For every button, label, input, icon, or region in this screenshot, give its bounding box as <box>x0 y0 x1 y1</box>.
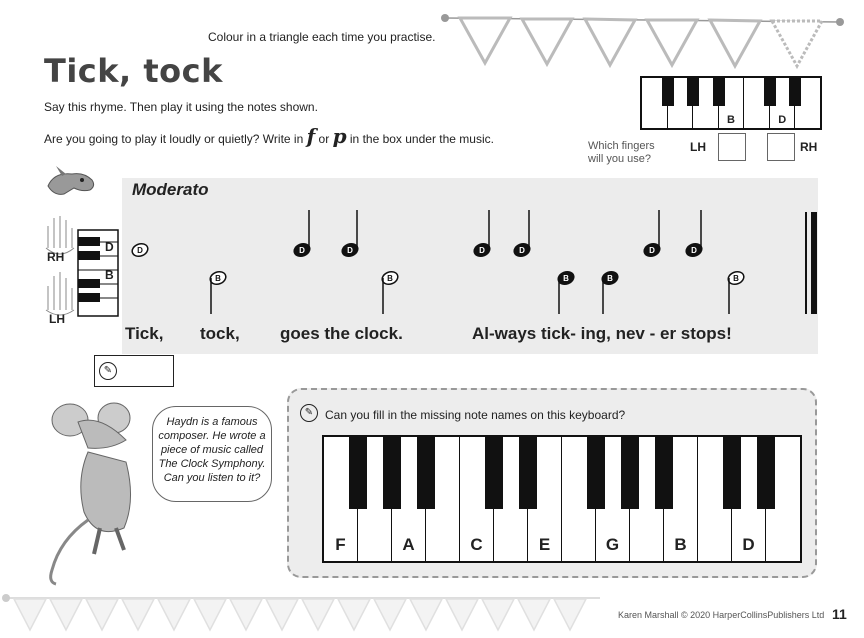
svg-text:D: D <box>649 246 655 255</box>
black-key[interactable] <box>757 437 775 509</box>
pencil-icon: ✎ <box>300 404 318 422</box>
svg-text:D: D <box>347 246 353 255</box>
note-d <box>292 210 311 258</box>
black-key[interactable] <box>587 437 605 509</box>
bunting-triangle <box>374 599 406 630</box>
bunting-triangle <box>522 19 572 64</box>
black-key[interactable] <box>723 437 741 509</box>
note-b <box>556 270 575 314</box>
lyric-goes-the-clock: goes the clock. <box>280 324 403 343</box>
note-d <box>642 210 661 258</box>
svg-text:B: B <box>607 274 613 283</box>
tempo-marking: Moderato <box>132 180 209 199</box>
note-d <box>340 210 359 258</box>
bunting-triangle <box>710 20 760 66</box>
black-key[interactable] <box>349 437 367 509</box>
note-d <box>130 242 149 259</box>
page-number: 11 <box>832 606 847 622</box>
keyboard-question: Can you fill in the missing note names on this keyboard? <box>325 408 626 422</box>
key-label-b: B <box>105 268 114 282</box>
mini-keyboard <box>640 76 822 130</box>
lh-hand-label: LH <box>49 312 65 326</box>
bunting-triangle <box>230 599 262 630</box>
rh-label: RH <box>800 140 818 154</box>
svg-text:B: B <box>733 274 739 283</box>
practice-instruction: Colour in a triangle each time you practise. <box>208 30 436 44</box>
svg-text:D: D <box>137 246 143 255</box>
donkey-icon <box>44 166 98 200</box>
forte-symbol: f <box>306 124 316 148</box>
bunting-triangle <box>772 21 822 66</box>
lh-label: LH <box>690 140 706 154</box>
bunting-triangle <box>585 19 635 65</box>
black-key[interactable] <box>383 437 401 509</box>
white-key-d: D <box>770 78 796 128</box>
white-key-b: B <box>719 78 745 128</box>
key-note-label: E <box>538 535 551 554</box>
svg-text:D: D <box>519 246 525 255</box>
svg-text:B: B <box>563 274 569 283</box>
note-keyboard <box>322 435 802 563</box>
bottom-bunting <box>0 592 600 636</box>
bunting-triangle <box>410 599 442 630</box>
key-note-label: B <box>674 535 687 554</box>
left-hand-icon <box>46 272 74 315</box>
svg-text:D: D <box>691 246 697 255</box>
black-key[interactable] <box>485 437 503 509</box>
note-b <box>600 270 619 314</box>
white-key <box>668 78 694 128</box>
mouse-illustration <box>40 400 152 590</box>
page-title: Tick, tock <box>44 52 223 90</box>
dynamics-answer-box[interactable] <box>94 355 174 387</box>
note-d <box>684 210 703 258</box>
fingers-question: Which fingers will you use? <box>588 140 655 165</box>
copyright: Karen Marshall © 2020 HarperCollinsPublishers Ltd <box>618 610 825 620</box>
svg-text:B: B <box>387 274 393 283</box>
black-key[interactable] <box>519 437 537 509</box>
piano-symbol: p <box>332 124 347 148</box>
black-key[interactable] <box>621 437 639 509</box>
rh-hand-label: RH <box>47 250 65 264</box>
lyric-tock: tock, <box>200 324 240 343</box>
key-note-label: C <box>470 535 483 554</box>
notation <box>122 200 818 324</box>
bunting-triangle <box>482 599 514 630</box>
bunting-triangle <box>338 599 370 630</box>
instruction-rhyme: Say this rhyme. Then play it using the notes shown. <box>44 100 318 114</box>
bunting-triangle <box>302 599 334 630</box>
lh-finger-box[interactable] <box>718 133 746 161</box>
right-hand-icon <box>46 216 74 254</box>
note-d <box>512 210 531 258</box>
bunting-triangle <box>460 18 510 63</box>
instruction-dynamics: Are you going to play it loudly or quietly? Write in f or p in the box under the music. <box>44 124 494 148</box>
note-b <box>208 270 227 314</box>
svg-text:B: B <box>215 274 221 283</box>
black-key[interactable] <box>417 437 435 509</box>
bunting-triangle <box>194 599 226 630</box>
lyric-tick: Tick, <box>125 324 164 343</box>
bunting-triangle <box>50 599 82 630</box>
white-key <box>744 78 770 128</box>
note-b <box>726 270 745 314</box>
bunting-triangle <box>518 599 550 630</box>
bunting-triangle <box>266 599 298 630</box>
white-key <box>642 78 668 128</box>
bunting-triangle <box>86 599 118 630</box>
black-key[interactable] <box>655 437 673 509</box>
pencil-icon: ✎ <box>99 362 117 380</box>
note-d <box>472 210 491 258</box>
white-key <box>693 78 719 128</box>
key-note-label: G <box>605 535 620 554</box>
svg-text:D: D <box>299 246 305 255</box>
bunting-triangle <box>158 599 190 630</box>
key-note-label: D <box>742 535 755 554</box>
rh-finger-box[interactable] <box>767 133 795 161</box>
lyric-always-ticking: Al-ways tick- ing, nev - er stops! <box>472 324 732 343</box>
bunting-triangle <box>446 599 478 630</box>
bunting-triangle <box>647 20 697 65</box>
note-b <box>380 270 399 314</box>
white-key <box>795 78 820 128</box>
bunting-triangle <box>554 599 586 630</box>
practice-bunting <box>440 8 850 70</box>
svg-text:D: D <box>479 246 485 255</box>
key-note-label: A <box>402 535 415 554</box>
key-label-d: D <box>105 240 114 254</box>
speech-bubble: Haydn is a famous composer. He wrote a piece of music called The Clock Symphony. Can you listen to it? <box>152 406 272 502</box>
bunting-triangle <box>122 599 154 630</box>
key-note-label: F <box>335 535 346 554</box>
bunting-triangle <box>14 599 46 630</box>
